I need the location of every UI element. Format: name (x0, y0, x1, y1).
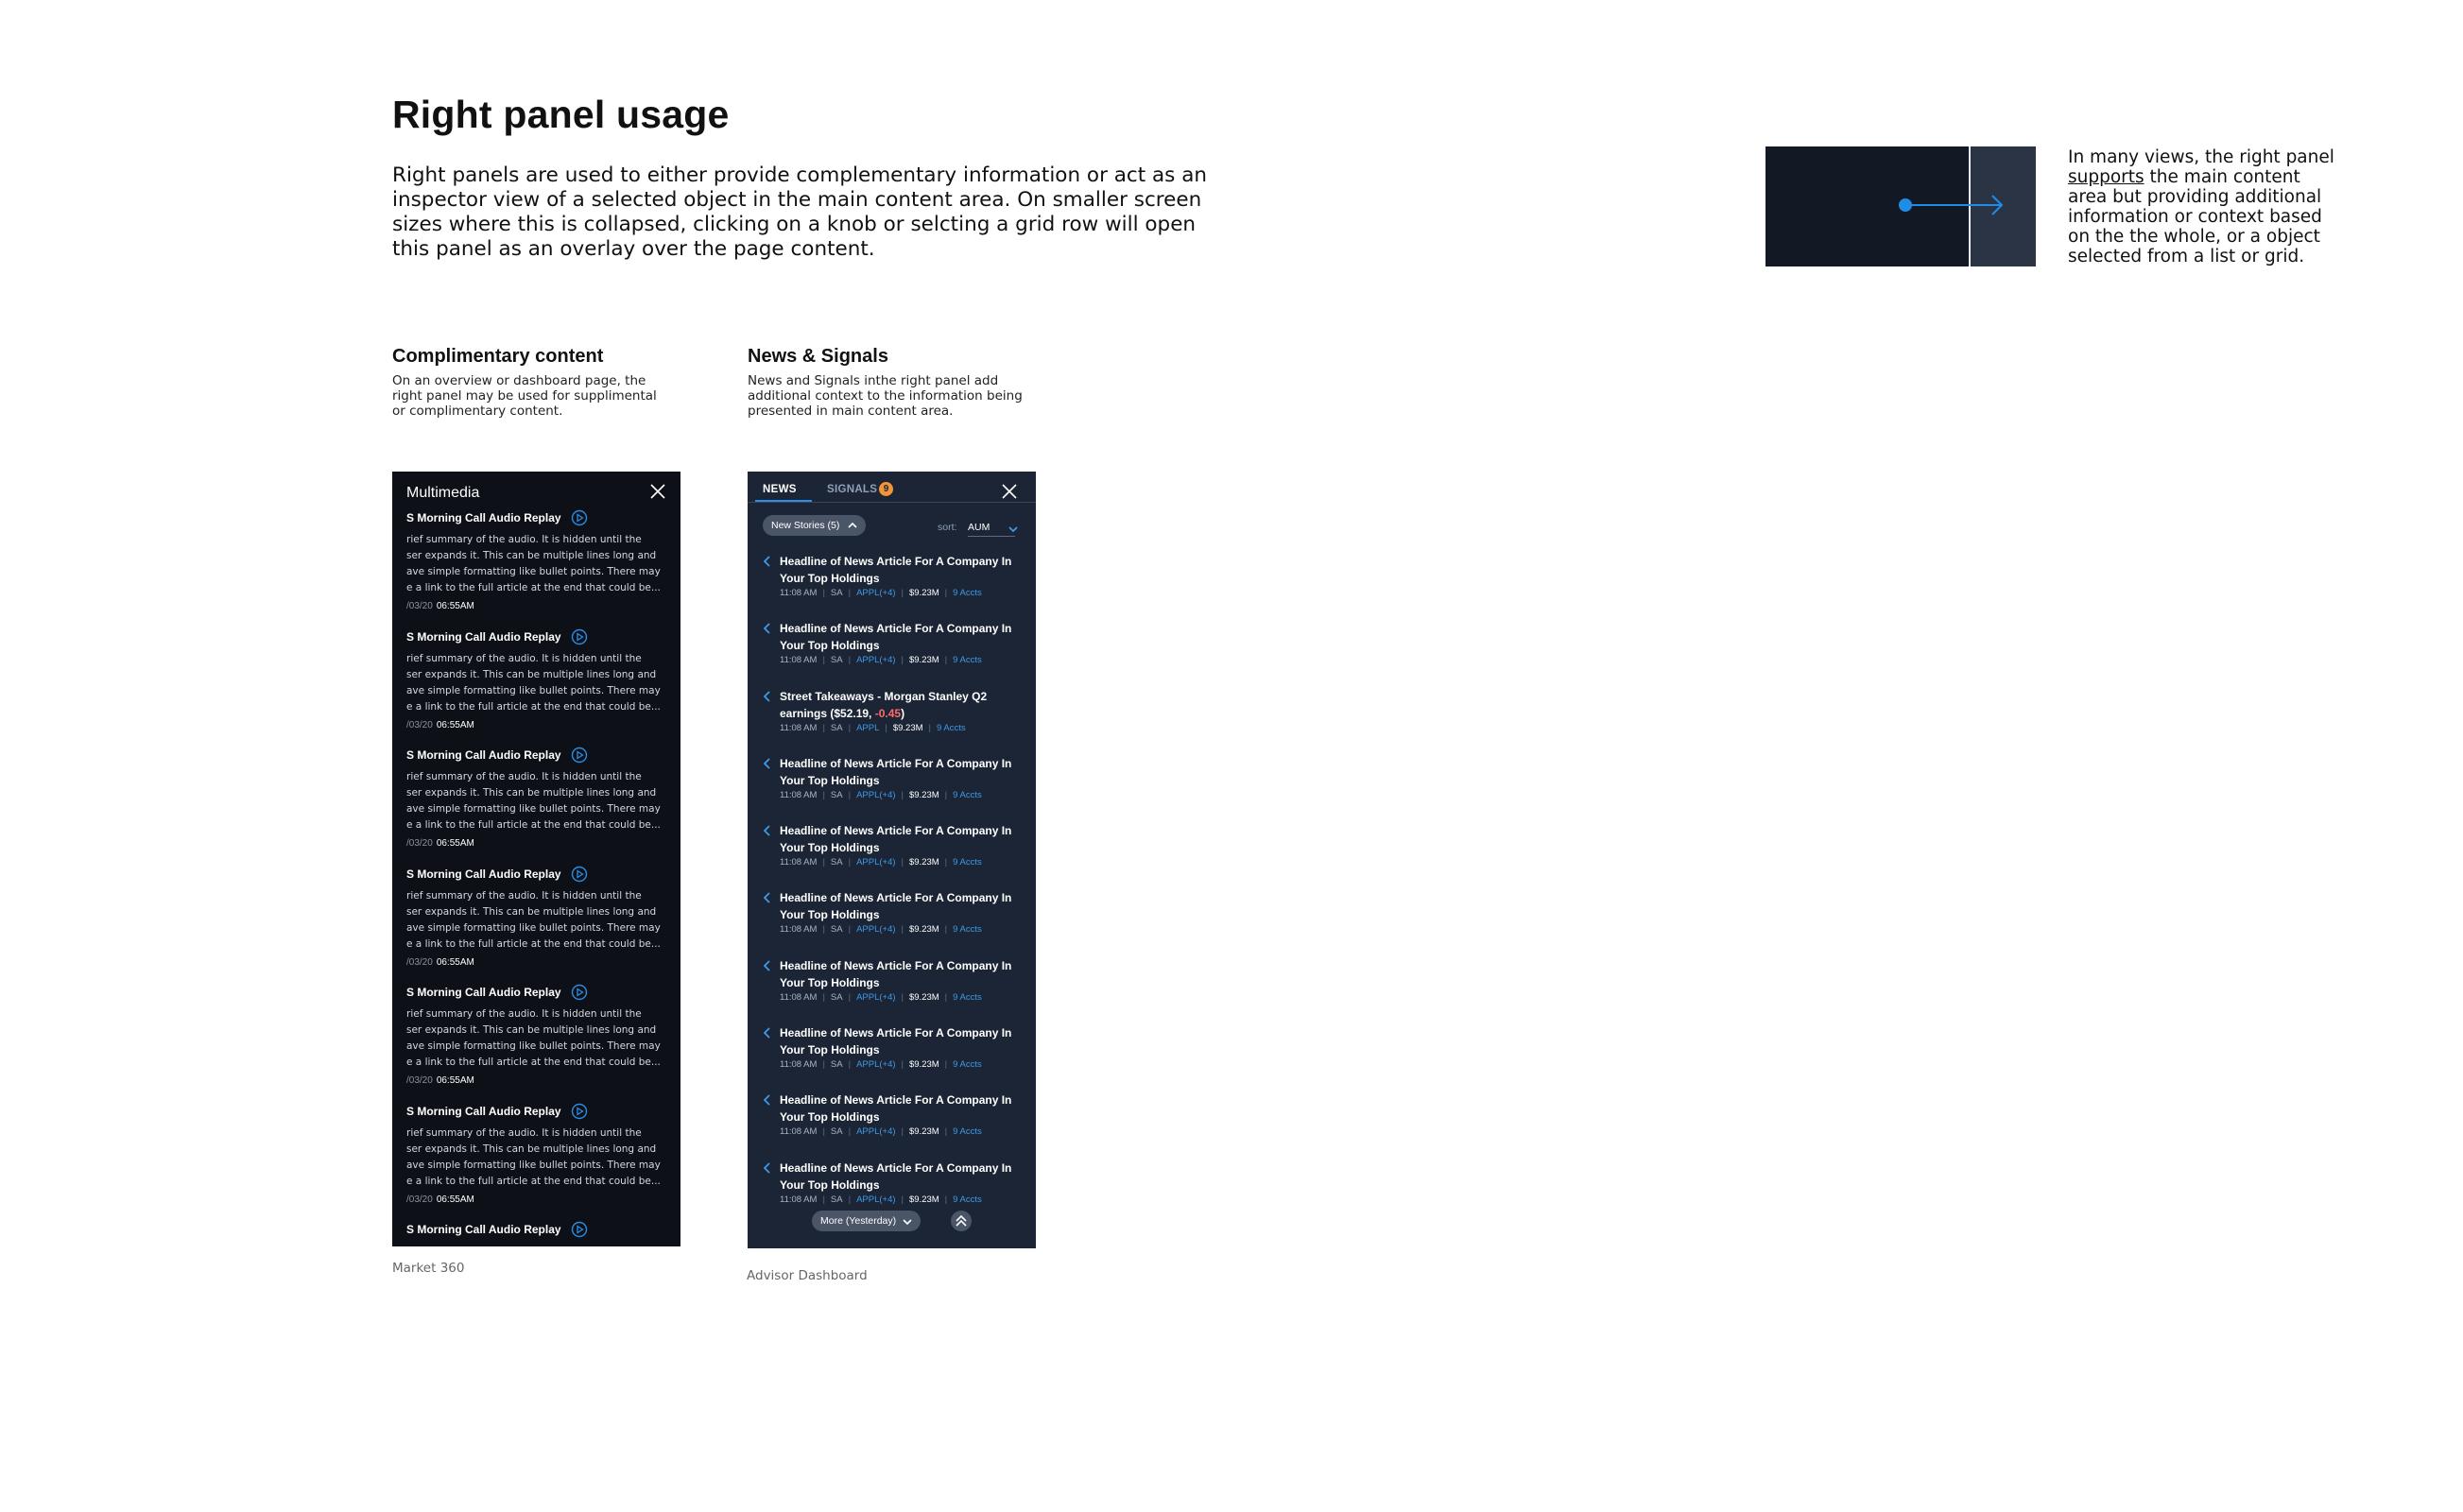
headline-text: Headline of News Article For A Company In Your Top Holdings (780, 555, 1012, 585)
news-accounts[interactable]: 9 Accts (953, 588, 982, 598)
news-amount: $9.23M (908, 991, 939, 1003)
tab-news[interactable]: NEWS (763, 484, 797, 495)
audio-time: 06:55AM (436, 956, 474, 968)
news-time: 11:08 AM (780, 1059, 818, 1071)
news-item[interactable] (748, 889, 1036, 956)
desc-line: or complimentary content. (392, 404, 563, 419)
summary-line: ser expands it. This can be multiple lines long and (406, 905, 657, 918)
news-headline[interactable] (780, 1091, 1027, 1125)
news-headline[interactable] (780, 889, 1027, 923)
audio-summary (406, 769, 676, 833)
audio-timestamp (406, 601, 474, 611)
news-amount: $9.23M (908, 1059, 939, 1071)
sort-select[interactable]: AUM (968, 522, 990, 533)
news-amount: $9.23M (908, 1194, 939, 1205)
summary-line: ave simple formatting like bullet points. There may (406, 1159, 661, 1171)
news-ticker[interactable]: APPL(+4) (856, 857, 896, 868)
news-item[interactable] (748, 688, 1036, 755)
summary-line: rief summary of the audio. It is hidden until the (406, 889, 642, 902)
news-time: 11:08 AM (780, 991, 818, 1003)
audio-title[interactable]: S Morning Call Audio Replay (406, 1223, 561, 1236)
audio-summary (406, 651, 676, 715)
audio-title[interactable]: S Morning Call Audio Replay (406, 511, 561, 524)
audio-date: /03/20 (406, 1075, 433, 1086)
summary-line: ser expands it. This can be multiple lines long and (406, 787, 657, 799)
news-time: 11:08 AM (780, 1194, 818, 1205)
audio-summary (406, 1006, 676, 1071)
summary-line: ave simple formatting like bullet points. There may (406, 566, 661, 577)
section-title-news: News & Signals (748, 346, 888, 367)
headline-text: Headline of News Article For A Company In Your Top Holdings (780, 756, 1012, 787)
news-source: SA (830, 588, 843, 598)
chevron-left-icon[interactable] (763, 691, 772, 702)
headline-tail: ) (901, 706, 905, 720)
news-source: SA (830, 857, 843, 868)
news-source: SA (830, 1126, 843, 1138)
news-source: SA (830, 655, 843, 666)
chevron-left-icon[interactable] (763, 960, 772, 971)
news-amount: $9.23M (892, 722, 923, 733)
intro-line: Right panels are used to either provide complementary information or act as an (392, 163, 1208, 187)
news-accounts[interactable]: 9 Accts (953, 1059, 982, 1071)
right-panel-diagram (1765, 146, 2034, 266)
play-icon[interactable] (571, 747, 588, 764)
audio-time: 06:55AM (436, 719, 474, 730)
news-source: SA (830, 1059, 843, 1071)
new-stories-label: New Stories (5) (771, 520, 840, 531)
desc-line: additional context to the information being (748, 388, 1023, 404)
headline-text: Headline of News Article For A Company In Your Top Holdings (780, 1026, 1012, 1057)
audio-timestamp (406, 1194, 474, 1205)
headline-text: Headline of News Article For A Company In Your Top Holdings (780, 891, 1012, 922)
more-label: More (Yesterday) (820, 1215, 897, 1227)
price-change: -0.45 (874, 706, 902, 720)
news-accounts[interactable]: 9 Accts (953, 1126, 982, 1138)
double-chevron-up-icon (951, 1211, 972, 1231)
play-icon[interactable] (571, 984, 588, 1001)
close-icon[interactable] (1001, 483, 1018, 500)
intro-line: inspector view of a selected object in the main content area. On smaller screen (392, 188, 1202, 212)
news-amount: $9.23M (908, 924, 939, 936)
audio-date: /03/20 (406, 601, 433, 611)
scroll-to-top-button[interactable] (951, 1211, 972, 1231)
news-source: SA (830, 1194, 843, 1205)
chevron-left-icon[interactable] (763, 825, 772, 836)
chevron-left-icon[interactable] (763, 1162, 772, 1174)
news-headline[interactable] (780, 1024, 1027, 1058)
news-headline[interactable] (780, 553, 1027, 587)
news-meta: 11:08 AM | SA | APPL(+4) | $9.23M | 9 Accts (780, 857, 982, 868)
news-time: 11:08 AM (780, 588, 818, 598)
summary-line: e a link to the full article at the end that could be... (406, 937, 661, 950)
diagram-text-before: In many views, the right panel (2068, 147, 2334, 167)
play-icon[interactable] (571, 628, 588, 645)
summary-line: e a link to the full article at the end that could be... (406, 819, 661, 831)
diagram-text-after: the main content area but providing additional information or context based on the the whole, or a object selected from a list or grid. (2068, 167, 2322, 266)
chevron-left-icon[interactable] (763, 1094, 772, 1106)
list-item[interactable] (392, 1105, 680, 1224)
list-item[interactable] (392, 986, 680, 1105)
sort-underline (968, 536, 1015, 537)
news-meta: 11:08 AM | SA | APPL | $9.23M | 9 Accts (780, 722, 966, 733)
play-icon[interactable] (571, 1221, 588, 1238)
news-item[interactable] (748, 957, 1036, 1024)
summary-line: rief summary of the audio. It is hidden until the (406, 771, 642, 782)
audio-summary (406, 532, 676, 596)
news-ticker[interactable]: APPL(+4) (856, 789, 896, 800)
diagram-description (2068, 147, 2342, 266)
caption-advisor-dashboard: Advisor Dashboard (747, 1268, 868, 1283)
news-ticker[interactable]: APPL (856, 722, 880, 733)
news-meta: 11:08 AM | SA | APPL(+4) | $9.23M | 9 Accts (780, 655, 982, 666)
audio-title[interactable]: S Morning Call Audio Replay (406, 748, 561, 762)
intro-text (392, 163, 1224, 262)
news-item[interactable] (748, 620, 1036, 687)
news-meta: 11:08 AM | SA | APPL(+4) | $9.23M | 9 Accts (780, 991, 982, 1003)
audio-date: /03/20 (406, 956, 433, 968)
news-headline[interactable] (780, 688, 1027, 722)
headline-text: Headline of News Article For A Company In Your Top Holdings (780, 1160, 1012, 1192)
list-item[interactable] (392, 1223, 680, 1246)
news-accounts[interactable]: 9 Accts (953, 924, 982, 936)
audio-timestamp (406, 720, 474, 730)
chevron-left-icon[interactable] (763, 556, 772, 567)
news-ticker[interactable]: APPL(+4) (856, 588, 896, 598)
headline-text: Headline of News Article For A Company In Your Top Holdings (780, 958, 1012, 989)
audio-time: 06:55AM (436, 1075, 474, 1086)
news-headline[interactable] (780, 755, 1027, 789)
audio-title[interactable]: S Morning Call Audio Replay (406, 1104, 561, 1118)
summary-line: ave simple formatting like bullet points. There may (406, 803, 661, 815)
summary-line: rief summary of the audio. It is hidden until the (406, 534, 642, 545)
news-item[interactable] (748, 822, 1036, 889)
summary-line: e a link to the full article at the end that could be... (406, 700, 661, 713)
audio-summary (406, 1125, 676, 1190)
news-accounts[interactable]: 9 Accts (936, 722, 966, 733)
news-ticker[interactable]: APPL(+4) (856, 991, 896, 1003)
news-amount: $9.23M (908, 655, 939, 666)
news-headline[interactable] (780, 620, 1027, 654)
audio-timestamp (406, 957, 474, 968)
play-icon[interactable] (571, 509, 588, 526)
list-item[interactable] (392, 630, 680, 749)
audio-title[interactable]: S Morning Call Audio Replay (406, 867, 561, 881)
news-item[interactable] (748, 553, 1036, 620)
chevron-down-icon[interactable] (1008, 524, 1019, 535)
chevron-down-icon (902, 1216, 913, 1228)
page-title: Right panel usage (392, 93, 730, 136)
sort-label: sort: (938, 522, 957, 533)
list-item[interactable] (392, 868, 680, 987)
news-ticker[interactable]: APPL(+4) (856, 655, 896, 666)
news-amount: $9.23M (908, 857, 939, 868)
news-time: 11:08 AM (780, 924, 818, 936)
audio-timestamp (406, 838, 474, 849)
news-accounts[interactable]: 9 Accts (953, 655, 982, 666)
intro-line: this panel as an overlay over the page content. (392, 237, 875, 261)
multimedia-title: Multimedia (406, 485, 480, 501)
summary-line: rief summary of the audio. It is hidden until the (406, 1008, 642, 1020)
news-item[interactable] (748, 755, 1036, 822)
news-headline[interactable] (780, 1160, 1027, 1194)
news-amount: $9.23M (908, 789, 939, 800)
intro-line: sizes where this is collapsed, clicking on a knob or selcting a grid row will open (392, 213, 1197, 236)
summary-line: ave simple formatting like bullet points. There may (406, 921, 661, 934)
audio-date: /03/20 (406, 1194, 433, 1205)
audio-title[interactable]: S Morning Call Audio Replay (406, 629, 561, 644)
headline-text: Headline of News Article For A Company In Your Top Holdings (780, 824, 1012, 855)
news-item[interactable] (748, 1024, 1036, 1091)
summary-line: ser expands it. This can be multiple lines long and (406, 1024, 657, 1036)
new-stories-toggle[interactable] (763, 515, 866, 536)
summary-line: ser expands it. This can be multiple lines long and (406, 1143, 657, 1155)
news-meta: 11:08 AM | SA | APPL(+4) | $9.23M | 9 Accts (780, 1126, 982, 1138)
diagram-arrow-icon (1765, 146, 2034, 266)
news-ticker[interactable]: APPL(+4) (856, 1194, 896, 1205)
news-meta: 11:08 AM | SA | APPL(+4) | $9.23M | 9 Accts (780, 1194, 982, 1205)
play-icon[interactable] (571, 866, 588, 883)
tab-bar (748, 472, 1036, 503)
audio-summary (406, 888, 676, 953)
desc-line: News and Signals inthe right panel add (748, 373, 999, 388)
headline-text: Headline of News Article For A Company In Your Top Holdings (780, 622, 1012, 653)
news-amount: $9.23M (908, 1126, 939, 1138)
list-item[interactable] (392, 748, 680, 868)
chevron-up-icon (847, 520, 858, 531)
news-time: 11:08 AM (780, 857, 818, 868)
news-meta: 11:08 AM | SA | APPL(+4) | $9.23M | 9 Accts (780, 588, 982, 598)
audio-timestamp (406, 1075, 474, 1086)
news-meta: 11:08 AM | SA | APPL(+4) | $9.23M | 9 Accts (780, 924, 982, 936)
summary-line: e a link to the full article at the end that could be... (406, 1057, 661, 1068)
more-yesterday-button[interactable] (812, 1211, 921, 1231)
news-source: SA (830, 789, 843, 800)
diagram-text-link: supports (2068, 167, 2144, 187)
list-item[interactable] (392, 511, 680, 630)
signals-count-badge: 9 (879, 482, 893, 496)
summary-line: ave simple formatting like bullet points. There may (406, 684, 661, 696)
news-ticker[interactable]: APPL(+4) (856, 1059, 896, 1071)
summary-line: rief summary of the audio. It is hidden until the (406, 652, 642, 664)
news-time: 11:08 AM (780, 1126, 818, 1138)
news-meta: 11:08 AM | SA | APPL(+4) | $9.23M | 9 Accts (780, 1059, 982, 1071)
headline-text: Street Takeaways - Morgan Stanley Q2 earnings ($52.19, (780, 689, 988, 720)
section-desc-news (748, 373, 1023, 419)
summary-line: ser expands it. This can be multiple lines long and (406, 668, 657, 680)
caption-market-360: Market 360 (392, 1261, 465, 1276)
news-meta: 11:08 AM | SA | APPL(+4) | $9.23M | 9 Accts (780, 789, 982, 800)
section-title-complementary: Complimentary content (392, 346, 604, 367)
news-signals-panel (748, 472, 1036, 1248)
summary-line: e a link to the full article at the end that could be... (406, 582, 661, 593)
chevron-left-icon[interactable] (763, 1027, 772, 1039)
chevron-left-icon[interactable] (763, 623, 772, 634)
news-source: SA (830, 991, 843, 1003)
summary-line: e a link to the full article at the end that could be... (406, 1175, 661, 1187)
headline-text: Headline of News Article For A Company In Your Top Holdings (780, 1093, 1012, 1125)
news-accounts[interactable]: 9 Accts (953, 1194, 982, 1205)
close-icon[interactable] (649, 483, 666, 500)
summary-line: ser expands it. This can be multiple lines long and (406, 550, 657, 561)
tab-signals[interactable]: SIGNALS (827, 484, 878, 495)
news-time: 11:08 AM (780, 789, 818, 800)
chevron-left-icon[interactable] (763, 892, 772, 903)
audio-time: 06:55AM (436, 601, 474, 611)
audio-date: /03/20 (406, 719, 433, 730)
news-amount: $9.23M (908, 588, 939, 598)
summary-line: rief summary of the audio. It is hidden until the (406, 1126, 642, 1139)
news-headline[interactable] (780, 822, 1027, 856)
news-time: 11:08 AM (780, 655, 818, 666)
audio-title[interactable]: S Morning Call Audio Replay (406, 986, 561, 999)
news-list (748, 553, 1036, 1227)
news-source: SA (830, 924, 843, 936)
desc-line: On an overview or dashboard page, the (392, 373, 646, 388)
chevron-left-icon[interactable] (763, 758, 772, 769)
news-accounts[interactable]: 9 Accts (953, 991, 982, 1003)
active-tab-indicator (755, 500, 812, 502)
audio-time: 06:55AM (436, 838, 474, 849)
multimedia-list (392, 511, 680, 1246)
news-accounts[interactable]: 9 Accts (953, 789, 982, 800)
news-item[interactable] (748, 1091, 1036, 1159)
news-ticker[interactable]: APPL(+4) (856, 924, 896, 936)
section-desc-complementary (392, 373, 657, 419)
desc-line: presented in main content area. (748, 404, 954, 419)
news-source: SA (830, 722, 843, 733)
news-ticker[interactable]: APPL(+4) (856, 1126, 896, 1138)
audio-date: /03/20 (406, 838, 433, 849)
play-icon[interactable] (571, 1103, 588, 1120)
audio-time: 06:55AM (436, 1194, 474, 1205)
summary-line: ave simple formatting like bullet points. There may (406, 1040, 661, 1052)
multimedia-panel (392, 472, 680, 1246)
news-time: 11:08 AM (780, 722, 818, 733)
news-headline[interactable] (780, 957, 1027, 991)
news-accounts[interactable]: 9 Accts (953, 857, 982, 868)
desc-line: right panel may be used for supplimental (392, 388, 657, 404)
